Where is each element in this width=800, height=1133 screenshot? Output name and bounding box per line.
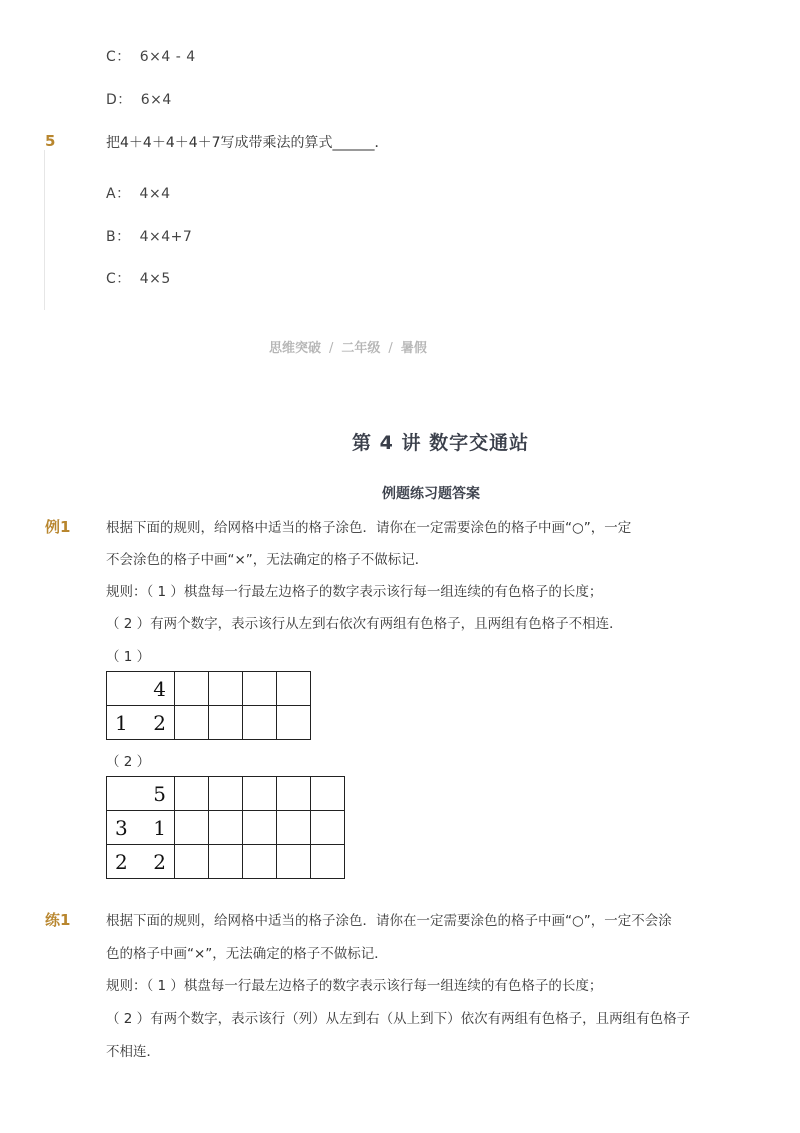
question-number: 5 xyxy=(45,132,56,150)
grid-cell[interactable] xyxy=(277,777,311,811)
clue-cell: 1 2 xyxy=(107,706,175,740)
option-d: D： 6×4 xyxy=(106,92,172,108)
question-text: 把4＋4＋4＋4＋7写成带乘法的算式______． xyxy=(106,135,389,151)
grid-cell[interactable] xyxy=(175,706,209,740)
question-divider xyxy=(44,150,45,310)
grid-cell[interactable] xyxy=(209,672,243,706)
grid-cell[interactable] xyxy=(175,845,209,879)
example-line-2: 不会涂色的格子中画“×”，无法确定的格子不做标记． xyxy=(106,552,429,568)
puzzle-grid-1 xyxy=(106,671,311,740)
grid-row xyxy=(107,811,345,845)
practice-line-1: 根据下面的规则，给网格中适当的格子涂色．请你在一定需要涂色的格子中画“○”，一定不会涂 xyxy=(106,913,672,929)
grid-cell[interactable] xyxy=(277,811,311,845)
example-line-1: 根据下面的规则，给网格中适当的格子涂色．请你在一定需要涂色的格子中画“○”，一定 xyxy=(106,520,632,536)
grid-cell[interactable] xyxy=(243,811,277,845)
grid-row xyxy=(107,777,345,811)
sub-label-1: （ 1 ） xyxy=(106,649,151,665)
grid-cell[interactable] xyxy=(311,777,345,811)
sub-label-2: （ 2 ） xyxy=(106,754,151,770)
practice-line-5: 不相连． xyxy=(106,1044,160,1060)
grid-cell[interactable] xyxy=(277,672,311,706)
grid-cell[interactable] xyxy=(209,811,243,845)
grid-cell[interactable] xyxy=(277,706,311,740)
example-line-4: （ 2 ）有两个数字，表示该行从左到右依次有两组有色格子，且两组有色格子不相连． xyxy=(106,616,623,632)
option-c: C： 4×5 xyxy=(106,271,171,287)
grid-row xyxy=(107,672,311,706)
grid-cell[interactable] xyxy=(311,845,345,879)
grid-cell[interactable] xyxy=(209,777,243,811)
practice-label: 练1 xyxy=(45,911,71,929)
grid-cell[interactable] xyxy=(243,706,277,740)
grid-cell[interactable] xyxy=(243,672,277,706)
example-line-3: 规则：（ 1 ）棋盘每一行最左边格子的数字表示该行每一组连续的有色格子的长度； xyxy=(106,584,603,600)
page-footer: 思维突破 / 二年级 / 暑假 xyxy=(269,341,427,356)
grid-cell[interactable] xyxy=(277,845,311,879)
lecture-title: 第 4 讲 数字交通站 xyxy=(352,432,530,454)
clue-cell: 3 1 xyxy=(107,811,175,845)
clue-cell: 5 xyxy=(107,777,175,811)
grid-row xyxy=(107,706,311,740)
practice-line-2: 色的格子中画“×”，无法确定的格子不做标记． xyxy=(106,946,388,962)
clue-cell: 4 xyxy=(107,672,175,706)
option-c: C： 6×4 - 4 xyxy=(106,49,196,65)
section-title: 例题练习题答案 xyxy=(382,486,480,502)
puzzle-grid-2 xyxy=(106,776,345,879)
grid-cell[interactable] xyxy=(175,811,209,845)
grid-cell[interactable] xyxy=(311,811,345,845)
grid-row xyxy=(107,845,345,879)
option-a: A： 4×4 xyxy=(106,186,171,202)
grid-cell[interactable] xyxy=(209,706,243,740)
grid-cell[interactable] xyxy=(243,777,277,811)
practice-line-4: （ 2 ）有两个数字，表示该行（列）从左到右（从上到下）依次有两组有色格子，且两组有色格子 xyxy=(106,1011,691,1027)
example-label: 例1 xyxy=(45,518,71,536)
clue-cell: 2 2 xyxy=(107,845,175,879)
grid-cell[interactable] xyxy=(175,777,209,811)
grid-cell[interactable] xyxy=(209,845,243,879)
grid-cell[interactable] xyxy=(175,672,209,706)
practice-line-3: 规则：（ 1 ）棋盘每一行最左边格子的数字表示该行每一组连续的有色格子的长度； xyxy=(106,978,603,994)
grid-cell[interactable] xyxy=(243,845,277,879)
option-b: B： 4×4+7 xyxy=(106,229,193,245)
